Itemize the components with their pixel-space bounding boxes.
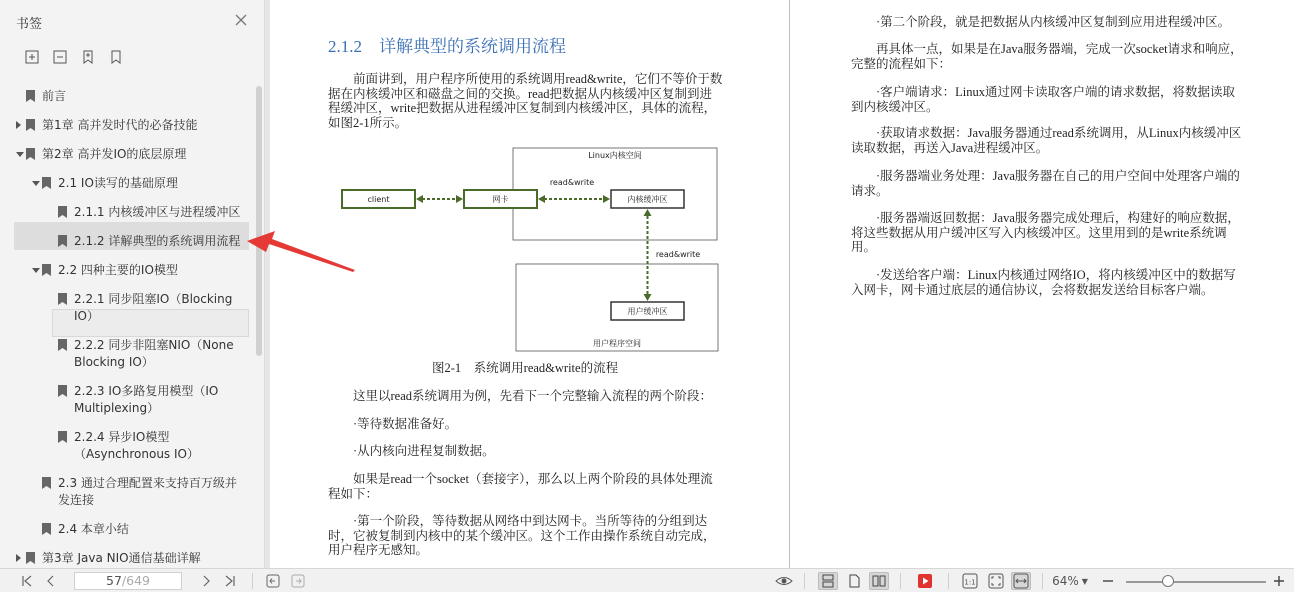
nic-label: 网卡: [492, 195, 509, 204]
divider: [252, 573, 253, 589]
svg-text:1:1: 1:1: [964, 578, 976, 587]
toc-item-2-4[interactable]: [42, 521, 246, 539]
toc-item-2-1-1[interactable]: [58, 204, 246, 222]
bookmark-icon: [42, 523, 51, 535]
toc-item-ch3[interactable]: [16, 550, 246, 568]
add-bookmark-icon[interactable]: [78, 47, 98, 67]
toc-item-ch1[interactable]: [16, 117, 246, 135]
zoom-select[interactable]: [1052, 573, 1088, 589]
paragraph: 这里以read系统调用为例，先看下一个完整输入流程的两个阶段：: [353, 389, 713, 403]
expand-all-icon[interactable]: [22, 47, 42, 67]
toc-item-2-2-1[interactable]: [58, 291, 246, 325]
two-page-icon[interactable]: [869, 572, 889, 590]
bullet: ·服务器端返回数据：Java服务器完成处理后，构建好的响应数据，将这些数据从用户缓冲区写入内核缓冲区。这里用到的是write系统调用。: [851, 211, 1240, 255]
toc-item-2-2[interactable]: [32, 262, 246, 280]
eye-protection-icon[interactable]: [774, 573, 794, 589]
collapse-arrow-icon[interactable]: [32, 181, 40, 186]
actual-size-icon[interactable]: [960, 573, 980, 589]
total-pages: /649: [121, 573, 150, 588]
zoom-in-icon[interactable]: [1272, 573, 1286, 589]
client-label: client: [367, 195, 390, 204]
bookmark-icon: [58, 385, 67, 397]
toc-item-2-2-4[interactable]: [58, 429, 246, 463]
bullet: ·从内核向进程复制数据。: [353, 444, 495, 458]
sidebar-scrollbar[interactable]: [256, 86, 262, 356]
expand-arrow-icon[interactable]: [16, 554, 21, 562]
toc-label: 2.2.3 IO多路复用模型（IO Multiplexing）: [74, 384, 219, 415]
zoom-slider-handle[interactable]: [1162, 575, 1174, 587]
toc-label: 2.1.2 详解典型的系统调用流程: [74, 234, 241, 248]
bullet: ·服务器端业务处理：Java服务器在自己的用户空间中处理客户端的请求。: [851, 169, 1240, 198]
bullet: ·等待数据准备好。: [353, 417, 458, 431]
toc-label: 2.2.2 同步非阻塞NIO（None Blocking IO）: [74, 338, 234, 369]
zoom-out-icon[interactable]: [1101, 573, 1115, 589]
bookmark-icon: [26, 119, 35, 131]
close-icon[interactable]: [233, 12, 249, 28]
next-page-icon[interactable]: [197, 573, 215, 589]
bookmark-icon: [58, 431, 67, 443]
section-title: 2.1.2 详解典型的系统调用流程: [328, 37, 566, 56]
current-page: 57: [106, 573, 122, 588]
bullet: ·获取请求数据：Java服务器通过read系统调用，从Linux内核缓冲区读取数据，再送入Java进程缓冲区。: [851, 126, 1242, 155]
sidebar-title: 书签: [16, 17, 43, 32]
paragraph: 再具体一点，如果是在Java服务器端，完成一次socket请求和响应，完整的流程如下：: [851, 42, 1243, 71]
collapse-arrow-icon[interactable]: [32, 268, 40, 273]
toc-label: 2.3 通过合理配置来支持百万级并发连接: [58, 476, 237, 507]
bookmark-icon: [26, 90, 35, 102]
prev-page-icon[interactable]: [42, 573, 60, 589]
expand-arrow-icon[interactable]: [16, 121, 21, 129]
bullet: ·客户端请求：Linux通过网卡读取客户端的请求数据，将数据读取到内核缓冲区。: [851, 85, 1236, 114]
bullet: ·发送给客户端：Linux内核通过网络IO，将内核缓冲区中的数据写入网卡，网卡通过底层的通信协议，会将数据发送给目标客户端。: [851, 268, 1236, 297]
divider: [900, 573, 901, 589]
bookmark-icon: [58, 235, 67, 247]
back-icon[interactable]: [264, 573, 282, 589]
forward-icon[interactable]: [289, 573, 307, 589]
toc-item-2-1-2[interactable]: [58, 233, 246, 251]
syscall-diagram: [332, 146, 732, 356]
paragraph: ·第一个阶段，等待数据从网络中到达网卡。当所等待的分组到达时，它被复制到内核中的某个缓冲区。这个工作由操作系统自动完成，用户程序无感知。: [328, 514, 716, 558]
red-arrow-annotation: [245, 228, 360, 274]
divider: [1042, 573, 1043, 589]
bookmark-icon: [42, 264, 51, 276]
zoom-slider[interactable]: [1126, 581, 1266, 583]
page-number-field[interactable]: [74, 572, 182, 590]
divider: [804, 573, 805, 589]
read-write-label: read&write: [549, 178, 595, 187]
toc-item-2-1[interactable]: [32, 175, 246, 193]
collapse-all-icon[interactable]: [50, 47, 70, 67]
bookmark-icon: [42, 477, 51, 489]
toc-label: 2.2 四种主要的IO模型: [58, 263, 178, 277]
toc-label: 第2章 高并发IO的底层原理: [42, 147, 187, 161]
page-left: [270, 0, 789, 568]
collapse-arrow-icon[interactable]: [16, 152, 24, 157]
chevron-down-icon: ▼: [1081, 576, 1088, 586]
sidebar-header: [0, 0, 265, 42]
bookmark-icon: [26, 552, 35, 564]
toc-label: 2.1 IO读写的基础原理: [58, 176, 178, 190]
toc-label: 2.2.1 同步阻塞IO（Blocking IO）: [74, 292, 233, 323]
bullet: ·第二个阶段，就是把数据从内核缓冲区复制到应用进程缓冲区。: [876, 15, 1231, 29]
toc-tree: [0, 82, 255, 568]
bookmark-icon: [58, 293, 67, 305]
figure-caption: 图2-1 系统调用read&write的流程: [432, 361, 619, 375]
single-page-icon[interactable]: [844, 572, 864, 590]
toc-label: 第1章 高并发时代的必备技能: [42, 118, 198, 132]
document-view: [266, 0, 1294, 568]
sidebar-toolbar: [22, 47, 126, 67]
toc-label: 2.4 本章小结: [58, 522, 129, 536]
fit-page-icon[interactable]: [986, 573, 1006, 589]
bookmark-icon: [58, 339, 67, 351]
zoom-level: 64%: [1052, 574, 1079, 588]
toc-label: 前言: [42, 89, 67, 103]
fit-width-icon[interactable]: [1011, 572, 1031, 590]
bookmark-sidebar: [0, 0, 265, 568]
toc-item-2-3[interactable]: [42, 475, 246, 509]
toc-item-preface[interactable]: [26, 88, 246, 106]
last-page-icon[interactable]: [221, 573, 239, 589]
kernel-space-label: Linux内核空间: [588, 151, 642, 160]
toc-label: 2.2.4 异步IO模型（Asynchronous IO）: [74, 430, 199, 461]
page-right: [790, 0, 1294, 568]
toc-label: 第3章 Java NIO通信基础详解: [42, 551, 201, 565]
play-icon[interactable]: [915, 573, 935, 589]
paragraph: 前面讲到，用户程序所使用的系统调用read&write，它们不等价于数据在内核缓冲区和磁盘之间的交换。read把数据从内核缓冲区复制到进程缓冲区，write把数据从进程缓冲区复制到内核缓冲区，具体的流程，如图2-1所示。: [328, 72, 723, 130]
user-buffer-label: 用户缓冲区: [627, 307, 668, 316]
read-write-label: read&write: [655, 250, 701, 259]
first-page-icon[interactable]: [18, 573, 36, 589]
user-space-label: 用户程序空间: [593, 339, 641, 348]
bookmark-icon: [26, 148, 35, 160]
toc-item-2-2-3[interactable]: [58, 383, 246, 417]
bookmark-icon: [58, 206, 67, 218]
paragraph: 如果是read一个socket（套接字），那么以上两个阶段的具体处理流程如下：: [328, 472, 713, 501]
status-bar: [0, 568, 1294, 592]
divider: [948, 573, 949, 589]
bookmark-icon[interactable]: [106, 47, 126, 67]
toc-item-2-2-2[interactable]: [58, 337, 246, 371]
toc-label: 2.1.1 内核缓冲区与进程缓冲区: [74, 205, 241, 219]
kernel-buffer-label: 内核缓冲区: [627, 195, 668, 204]
continuous-view-icon[interactable]: [818, 572, 838, 590]
toc-item-ch2[interactable]: [16, 146, 246, 164]
bookmark-icon: [42, 177, 51, 189]
